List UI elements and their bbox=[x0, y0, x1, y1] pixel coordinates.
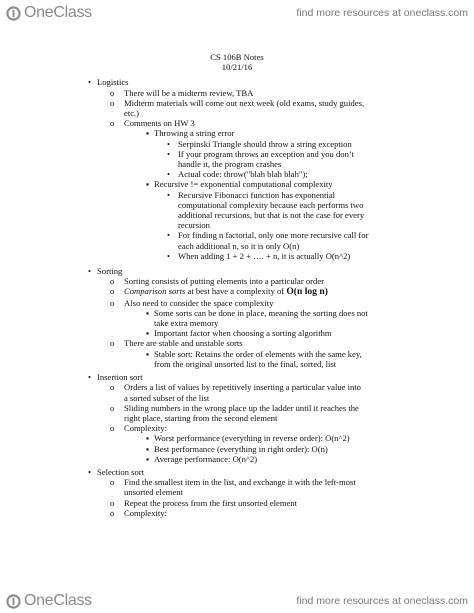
bullet: • bbox=[167, 250, 171, 261]
bold-complexity: O(n log n) bbox=[286, 286, 328, 298]
list-item: ▪ Stable sort: Retains the order of elements with the same key, bbox=[146, 348, 362, 359]
list-item: o Also need to consider the space complexity bbox=[110, 297, 274, 308]
list-item-continued: computational complexity because each performs two bbox=[178, 199, 364, 210]
list-item: ▪ Recursive != exponential computational complexity bbox=[146, 179, 333, 190]
list-item: o Complexity: bbox=[110, 507, 167, 518]
oneclass-logo[interactable] bbox=[6, 4, 92, 22]
bullet: ▪ bbox=[146, 348, 150, 359]
list-item-continued: additional recursions, but that is not the case for every bbox=[178, 210, 365, 221]
section-logistics bbox=[0, 77, 474, 87]
list-item: o There will be a midterm review, TBA bbox=[110, 87, 254, 98]
list-item: ▪ Average performance: O(n^2) bbox=[146, 453, 258, 464]
bullet: o bbox=[110, 297, 115, 308]
section-insertion-sort bbox=[0, 372, 474, 382]
list-item-continued: handle it, the program crashes bbox=[178, 159, 282, 170]
bullet: • bbox=[167, 148, 171, 159]
bullet: • bbox=[88, 372, 92, 383]
list-item: • Actual code: throw("blah blah blah"); bbox=[167, 169, 308, 180]
list-item-continued: a sorted subset of the list bbox=[124, 392, 210, 403]
list-item: ▪ Important factor when choosing a sorting algorithm bbox=[146, 328, 332, 339]
list-item: o Comparison sorts at best have a complexity of O(n log n) bbox=[110, 286, 328, 298]
list-item: ▪ Throwing a string error bbox=[146, 128, 235, 139]
italic-term: Comparison sorts bbox=[124, 286, 186, 297]
bullet: • bbox=[88, 466, 92, 477]
list-item: ▪ Some sorts can be done in place, meaning the sorting does not bbox=[146, 307, 368, 318]
bullet: o bbox=[110, 87, 115, 98]
list-item: o Repeat the process from the first unsorted element bbox=[110, 497, 298, 508]
list-item: o Orders a list of values by repetitively inserting a particular value into bbox=[110, 382, 361, 393]
bullet: o bbox=[110, 276, 115, 287]
bullet: ▪ bbox=[146, 443, 150, 454]
bullet: • bbox=[88, 266, 92, 277]
top-bar bbox=[0, 0, 474, 26]
bullet: o bbox=[110, 118, 115, 129]
bullet: o bbox=[110, 423, 115, 434]
bullet: ▪ bbox=[146, 307, 150, 318]
list-item-continued: from the original unsorted list to the final, sorted, list bbox=[154, 358, 337, 369]
list-item-continued: unsorted element bbox=[124, 487, 183, 498]
bullet: o bbox=[110, 286, 115, 297]
list-item-continued: right place, starting from the second element bbox=[124, 412, 278, 423]
bullet: • bbox=[88, 77, 92, 88]
bullet: • bbox=[167, 169, 171, 180]
document-body bbox=[0, 52, 474, 518]
section-heading: Sorting bbox=[97, 266, 123, 277]
oneclass-logo-footer[interactable] bbox=[6, 592, 92, 610]
list-item: o Comments on HW 3 bbox=[110, 118, 195, 129]
section-heading: Insertion sort bbox=[97, 372, 143, 383]
list-item-continued: etc.) bbox=[124, 108, 140, 119]
bullet: ▪ bbox=[146, 128, 150, 139]
list-item: • Serpinski Triangle should throw a string exception bbox=[167, 138, 352, 149]
bullet: o bbox=[110, 507, 115, 518]
list-item-continued: recursion bbox=[178, 220, 210, 231]
bullet: • bbox=[167, 230, 171, 241]
header-resources-link[interactable]: find more resources at oneclass.com bbox=[296, 7, 468, 19]
section-heading: Logistics bbox=[97, 77, 129, 88]
doc-title: CS 106B Notes bbox=[210, 52, 264, 62]
oneclass-logo-icon bbox=[6, 6, 21, 21]
bullet: ▪ bbox=[146, 453, 150, 464]
bullet: • bbox=[167, 138, 171, 149]
list-item: • Recursive Fibonacci function has exponential bbox=[167, 189, 336, 200]
section-heading: Selection sort bbox=[97, 466, 145, 477]
list-item: • For finding n factorial, only one more recursive call for bbox=[167, 230, 369, 241]
bullet: o bbox=[110, 97, 115, 108]
bullet: • bbox=[167, 189, 171, 200]
oneclass-logo-icon bbox=[6, 594, 21, 609]
list-item: o Find the smallest item in the list, and exchange it with the left-most bbox=[110, 477, 356, 488]
section-selection-sort bbox=[0, 467, 474, 477]
list-item: • If your program throws an exception and you don’t bbox=[167, 148, 354, 159]
doc-date: 10/21/16 bbox=[221, 62, 253, 73]
bullet: o bbox=[110, 338, 115, 349]
list-item: • When adding 1 + 2 + …. + n, it is actually O(n^2) bbox=[167, 250, 351, 261]
bullet: o bbox=[110, 477, 115, 488]
list-item: o Sorting consists of putting elements into a particular order bbox=[110, 276, 325, 287]
list-item: ▪ Best performance (everything in right order): O(n) bbox=[146, 443, 328, 454]
bullet: o bbox=[110, 402, 115, 413]
list-item: ▪ Worst performance (everything in reverse order): O(n^2) bbox=[146, 433, 350, 444]
brand-name: OneClass bbox=[24, 4, 92, 21]
brand-name: OneClass bbox=[24, 592, 92, 609]
list-item: o There are stable and unstable sorts bbox=[110, 338, 243, 349]
bullet: ▪ bbox=[146, 433, 150, 444]
list-item: o Sliding numbers in the wrong place up the ladder until it reaches the bbox=[110, 402, 359, 413]
list-item-continued: each additional n, so it is only O(n) bbox=[178, 240, 300, 251]
footer-resources-link[interactable]: find more resources at oneclass.com bbox=[296, 595, 468, 607]
list-item: o Complexity: bbox=[110, 423, 167, 434]
bullet: o bbox=[110, 382, 115, 393]
bullet: ▪ bbox=[146, 179, 150, 190]
list-item-continued: take extra memory bbox=[154, 318, 219, 329]
bottom-bar bbox=[0, 589, 474, 613]
bullet: o bbox=[110, 497, 115, 508]
bullet: ▪ bbox=[146, 328, 150, 339]
section-sorting bbox=[0, 266, 474, 276]
list-item: o Midterm materials will come out next week (old exams, study guides, bbox=[110, 97, 365, 108]
